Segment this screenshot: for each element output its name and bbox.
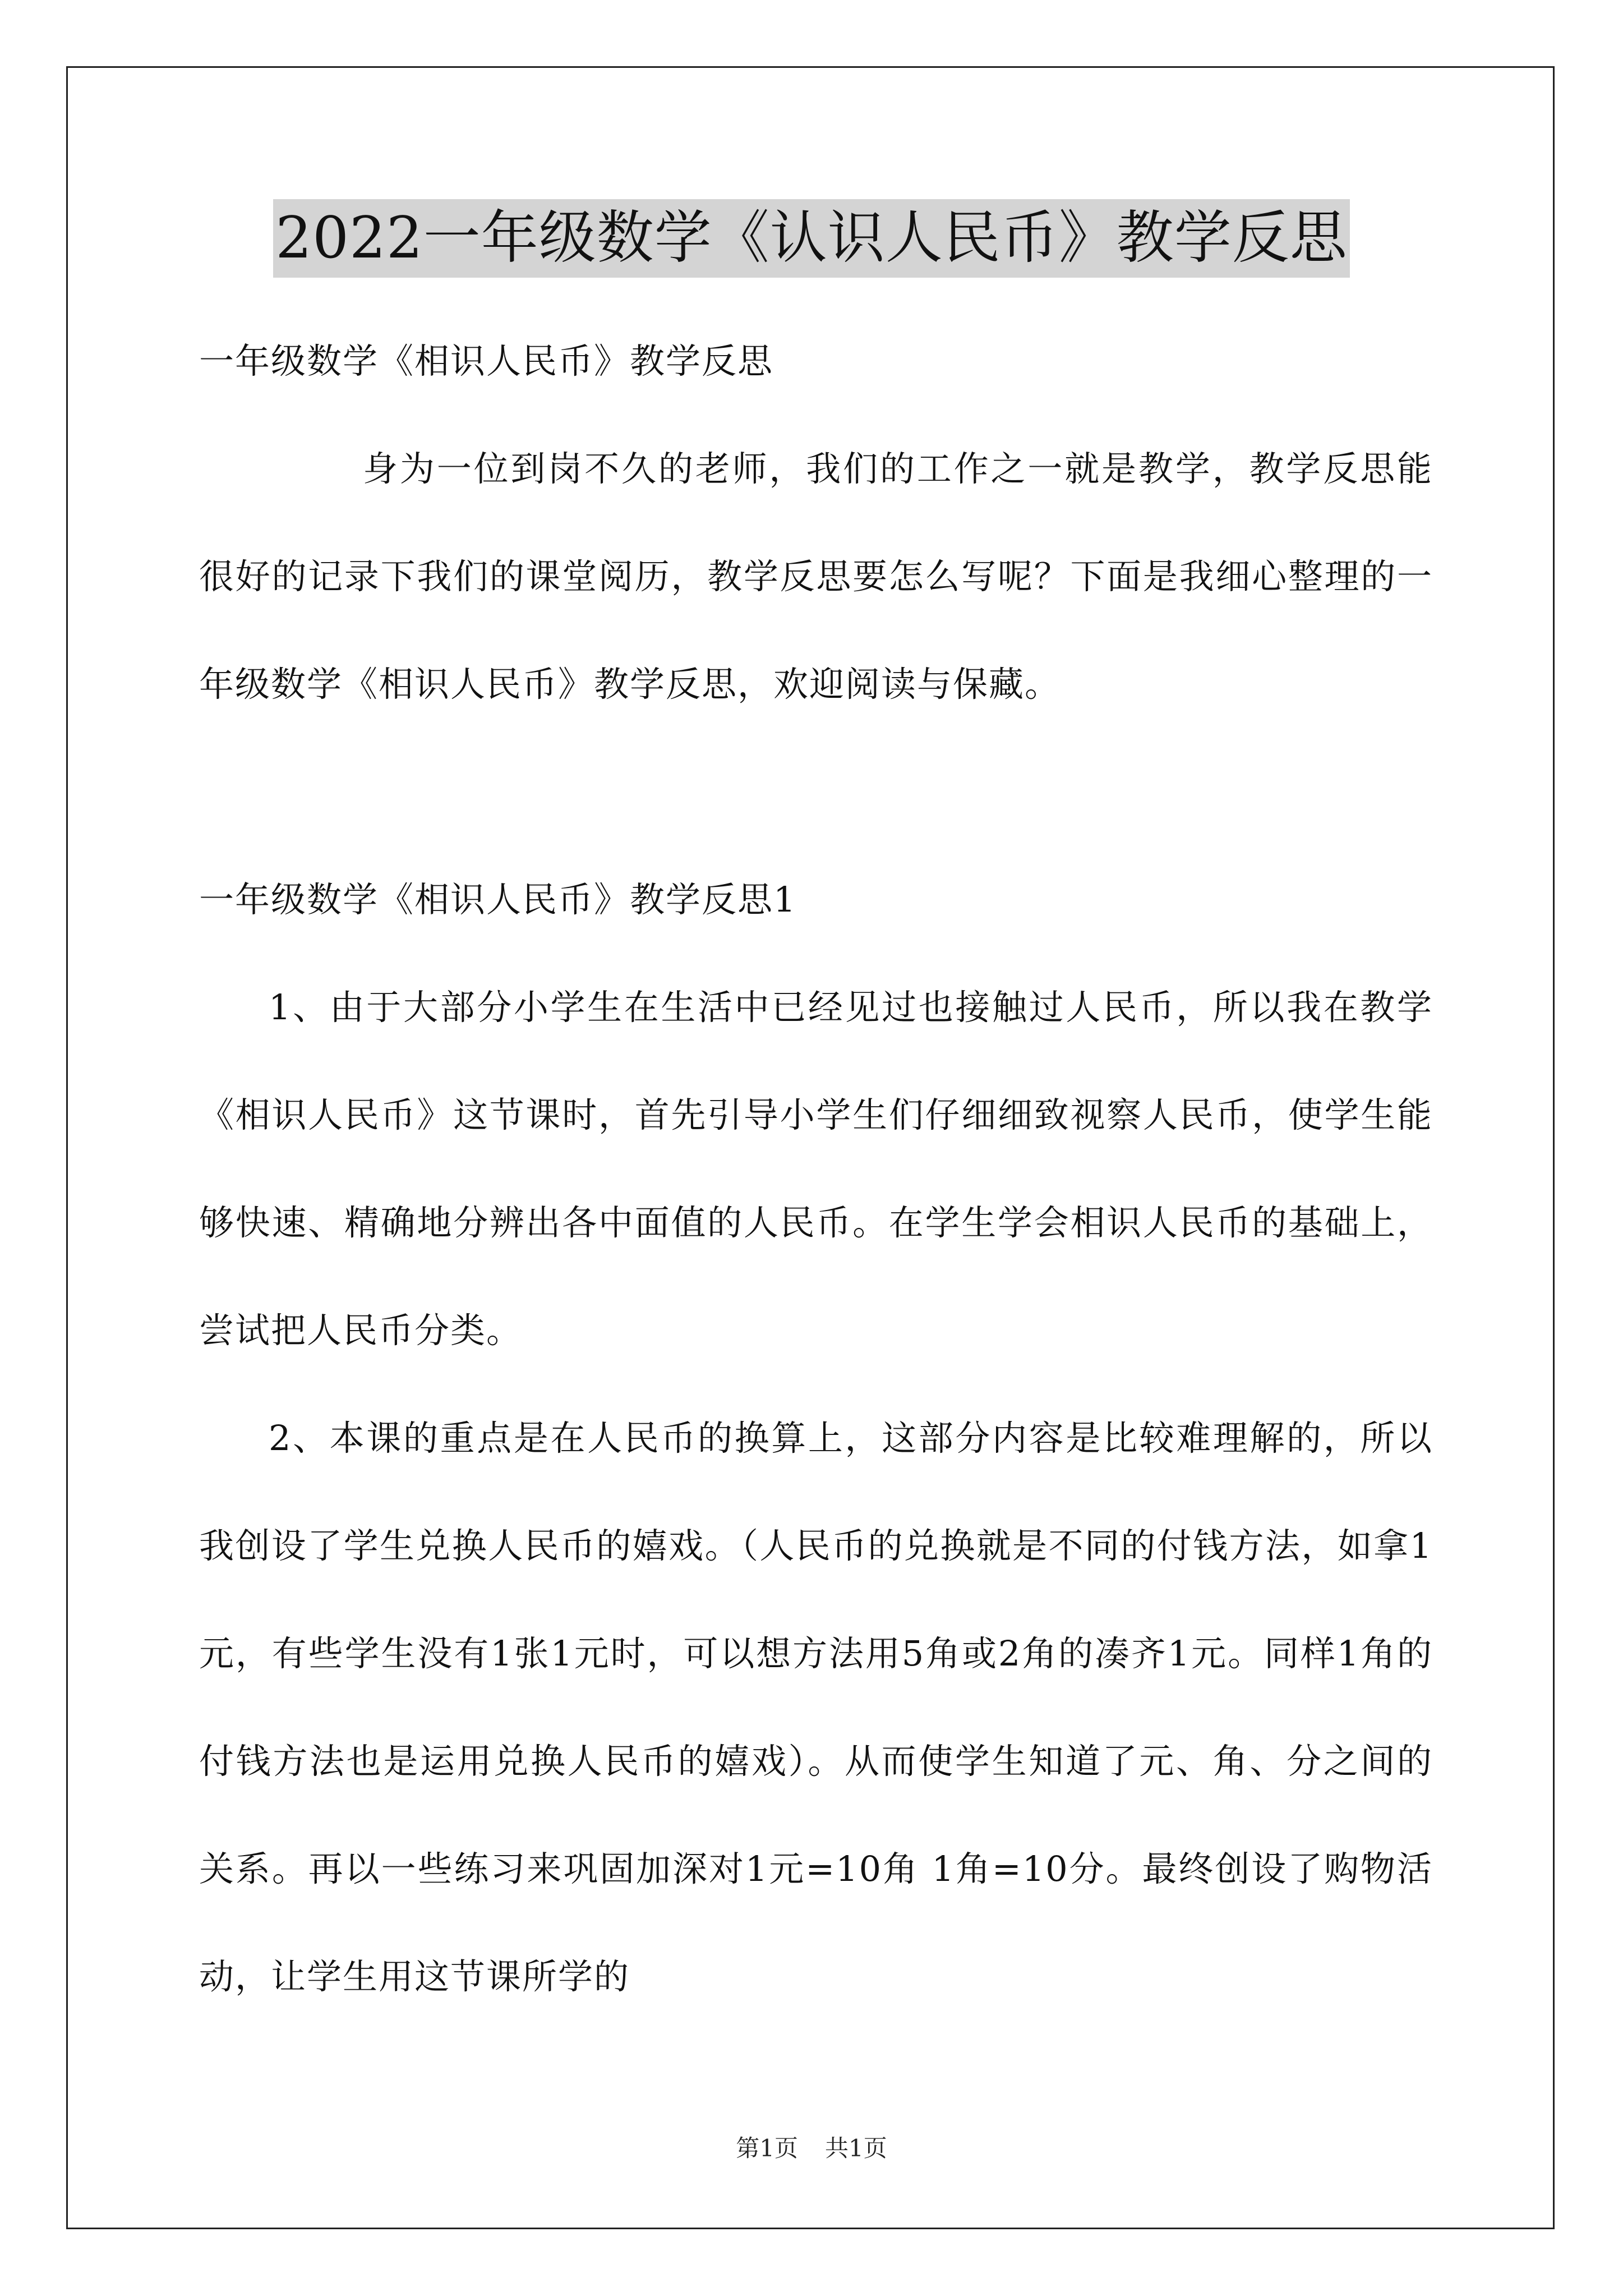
document-subtitle: 一年级数学《相识人民币》教学反思: [199, 341, 774, 381]
page-total: 共1页: [825, 2134, 887, 2162]
page-footer: [0, 2132, 1623, 2165]
body-paragraph-2: 2、本课的重点是在人民币的换算上，这部分内容是比较难理解的，所以我创设了学生兑换人民币的嬉戏。（人民币的兑换就是不同的付钱方法，如拿1元，有些学生没有1张1元时，可以想方法用5角或2角的凑齐1元。同样1角的付钱方法也是运用兑换人民币的嬉戏）。从而使学生知道了元、角、分之间的关系。再以一些练习来巩固加深对1元=10角 1角=10分。最终创设了购物活动，让学生用这节课所学的: [199, 1418, 1433, 1997]
title-wrapper: [0, 199, 1623, 278]
document-body: [199, 307, 1433, 2031]
page-number: 第1页: [736, 2134, 798, 2162]
intro-paragraph: 身为一位到岗不久的老师，我们的工作之一就是教学，教学反思能很好的记录下我们的课堂阅历，教学反思要怎么写呢？下面是我细心整理的一年级数学《相识人民币》教学反思，欢迎阅读与保藏。: [199, 448, 1433, 705]
document-title: 2022一年级数学《认识人民币》教学反思: [273, 199, 1350, 278]
paragraph-spacer: [199, 738, 1433, 846]
body-paragraph-1: 1、由于大部分小学生在生活中已经见过也接触过人民币，所以我在教学《相识人民币》这节课时，首先引导小学生们仔细细致视察人民币，使学生能够快速、精确地分辨出各中面值的人民币。在学生学会相识人民币的基础上，尝试把人民币分类。: [199, 987, 1433, 1351]
section-heading: 一年级数学《相识人民币》教学反思1: [199, 879, 797, 920]
